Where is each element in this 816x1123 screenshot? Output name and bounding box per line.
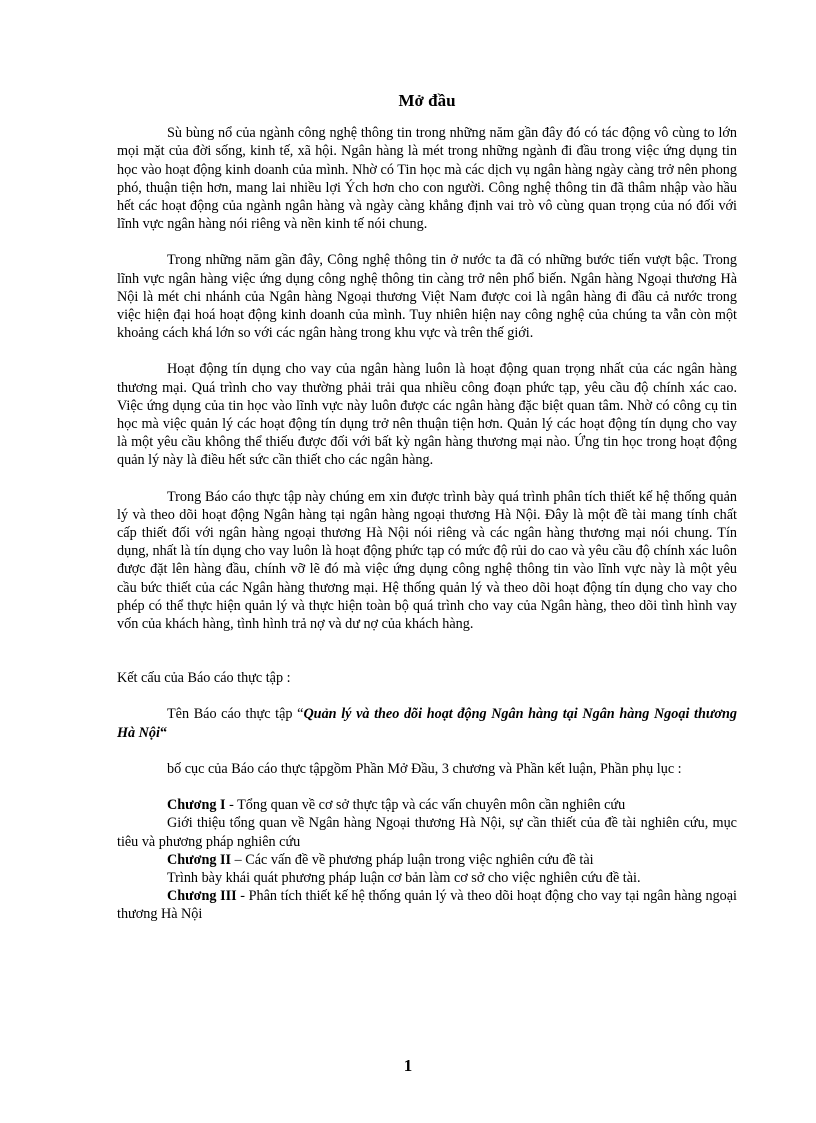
- document-page: [117, 92, 737, 924]
- paragraph-3: Hoạt động tín dụng cho vay của ngân hàng luôn là hoạt động quan trọng nhất của các ngân hàng thương mại. Quá trình cho vay thường phải trải qua nhiều công đoạn phức tạp, yêu cầu độ chính xác cao. Việc ứng dụng của tin học vào lĩnh vực này luôn được các ngân hàng đặc biệt quan tâm. Nhờ có công cụ tin học mà việc quản lý các hoạt động tín dụng trở nên thuận tiện hơn. Quản lý các hoạt động tín dụng cho vay là một yêu cầu không thể thiếu được đối với bất kỳ ngân hàng thương mại nào. Ứng tin học trong hoạt động quản lý này là điều hết sức cần thiết cho các ngân hàng.: [117, 361, 737, 469]
- report-name-title: Quản lý và theo dõi hoạt động Ngân hàng tại Ngân hàng Ngoại thương Hà Nội: [117, 706, 737, 741]
- paragraph-4: Trong Báo cáo thực tập này chúng em xin được trình bày quá trình phân tích thiết kế hệ thống quản lý và theo dõi hoạt động Ngân hàng tại ngân hàng ngoại thương Hà Nội. Đây là một đề tài mang tính chất cấp thiết đối với ngân hàng ngoại thương Hà Nội nói riêng và các ngân hàng thương mại nói chung. Tín dụng, nhất là tín dụng cho vay luôn là hoạt động phức tạp có mức độ rủi do cao và yêu cầu độ chính xác luôn được đặt lên hàng đầu, chính vỡ lẽ đó mà việc ứng dụng công nghệ thông tin vào lĩnh vực này là một yêu cầu bức thiết của các Ngân hàng thương mại. Hệ thống quản lý và theo dõi hoạt động tín dụng cho vay cho phép có thể thực hiện quản lý và thực hiện toàn bộ quá trình cho vay của Ngân hàng, theo dõi tình hình vay vốn của khách hàng, tình hình trả nợ và dư nợ của khách hàng.: [117, 488, 737, 633]
- chapter-1-label: Chương I: [167, 797, 226, 814]
- report-name-suffix: “: [159, 724, 168, 741]
- chapter-1-title: - Tổng quan về cơ sở thực tập và các vấn chuyên môn cần nghiên cứu: [225, 797, 626, 814]
- chapter-list: [117, 796, 737, 923]
- chapter-2-label: Chương II: [167, 851, 232, 868]
- chapter-3-label: Chương III: [167, 888, 237, 905]
- chapter-3-title: - Phân tích thiết kế hệ thống quản lý và theo dõi hoạt động cho vay tại ngân hàng ngoại thương Hà Nội: [117, 888, 737, 923]
- chapter-2-heading: [117, 851, 737, 869]
- layout-text: bố cục của Báo cáo thực tậpgồm Phần Mở Đầu, 3 chương và Phần kết luận, Phần phụ lục :: [167, 760, 682, 777]
- chapter-2-title: – Các vấn đề về phương pháp luận trong việc nghiên cứu đề tài: [231, 851, 594, 868]
- structure-intro: Kết cấu của Báo cáo thực tập :: [117, 670, 291, 687]
- chapter-1-heading: [117, 796, 737, 814]
- paragraph-1: Sù bùng nổ của ngành công nghệ thông tin trong những năm gần đây đó có tác động vô cùng to lớn mọi mặt của đời sống, kinh tế, xã hội. Ngân hàng là mét trong những ngành đi đầu trong việc ứng dụng tin học vào hoạt động kinh doanh của mình. Nhờ có Tin học mà các dịch vụ ngân hàng ngày càng trở nên phong phó, thuận tiện hơn, mang lai nhiều lợi Ých hơn cho con người. Công nghệ thông tin đã thâm nhập vào hầu hết các hoạt động của ngành ngân hàng và ngày càng khẳng định vai trò vô cùng quan trọng của nó đối với lĩnh vực ngân hàng nói riêng và nền kinh tế nói chung.: [117, 125, 737, 233]
- chapter-2-desc: Trình bày khái quát phương pháp luận cơ bản làm cơ sở cho việc nghiên cứu đề tài.: [167, 869, 641, 886]
- chapter-1-desc: Giới thiệu tổng quan về Ngân hàng Ngoại thương Hà Nội, sự cần thiết của đề tài nghiên cứu, mục tiêu và phương pháp nghiên cứu: [117, 815, 737, 850]
- paragraph-2: Trong những năm gần đây, Công nghệ thông tin ở nước ta đã có những bước tiến vượt bậc. Trong lĩnh vực ngân hàng việc ứng dụng công nghệ thông tin càng trở nên phổ biến. Ngân hàng Ngoại thương Hà Nội là mét chi nhánh của Ngân hàng Ngoại thương Việt Nam được coi là ngân hàng đi đầu cả nước trong việc hiện đại hoá hoạt động kinh doanh của mình. Tuy nhiên hiện nay công nghệ của chúng ta vẫn còn một khoảng cách khá lớn so với các ngân hàng trong khu vực và trên thế giới.: [117, 252, 737, 342]
- report-name: [117, 705, 737, 741]
- chapter-3-heading: [117, 887, 737, 923]
- page-number: 1: [403, 1056, 413, 1075]
- report-name-prefix: Tên Báo cáo thực tập “: [167, 706, 304, 723]
- page-title: Mở đầu: [398, 91, 456, 110]
